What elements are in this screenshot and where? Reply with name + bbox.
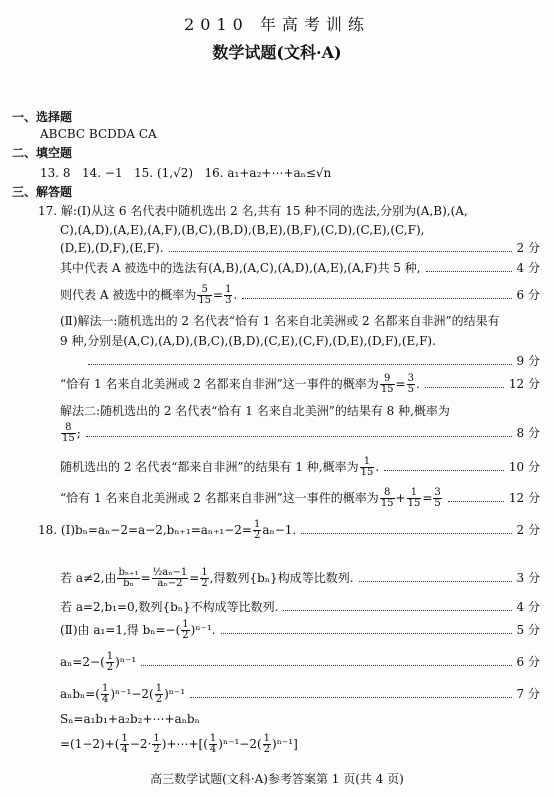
q17-line-8 xyxy=(60,353,540,369)
score: 9 分 xyxy=(516,354,540,368)
section-heading-choice: 一、选择题 xyxy=(12,110,73,124)
score: 4 分 xyxy=(516,261,540,275)
q17-line-7: 9 种,分别是(A,C),(A,D),(B,C),(B,D),(C,E),(C,F),(D,E),(D,F),(E,F). xyxy=(60,334,436,348)
page-footer: 高三数学试题(文科·A)参考答案第 1 页(共 4 页) xyxy=(150,772,404,786)
q17-line-1: 17. 解:(Ⅰ)从这 6 名代表中随机选出 2 名,共有 15 种不同的选法,分别为(A,B),(A, xyxy=(38,204,468,218)
q17-line-6: (Ⅱ)解法一:随机选出的 2 名代表“恰有 1 名来自北美洲或 2 名都来自非洲”的结果有 xyxy=(60,314,500,328)
score: 6 分 xyxy=(516,288,540,302)
q18-line-5: aₙ=2−( $\frac{1}{2}$ )ⁿ⁻¹ 6 分 xyxy=(60,650,540,673)
answer-15: 15. (1,√2) xyxy=(134,166,194,180)
score: 3 分 xyxy=(516,571,540,585)
score: 12 分 xyxy=(508,377,540,391)
q17-line-13: “恰有 1 名来自北美洲或 2 名都来自非洲”这一事件的概率为 $\frac{8}{15}$ + $\frac{1}{15}$ = $\frac{3}{5}$ 12 分 xyxy=(60,486,540,509)
answer-16: 16. a₁+a₂+⋯+aₙ≤√n xyxy=(204,166,332,180)
q17-line-3: (D,E),(D,F),(E,F). 2 分 xyxy=(60,241,540,255)
q17-line-2: C),(A,D),(A,E),(A,F),(B,C),(B,D),(B,E),(B,F),(C,D),(C,E),(C,F), xyxy=(60,223,425,237)
q17-line-9: “恰有 1 名来自北美洲或 2 名都来自非洲”这一事件的概率为 $\frac{9}{15}$ = $\frac{3}{5}$ . 12 分 xyxy=(60,372,540,395)
q17-line-10: 解法二:随机选出的 2 名代表“恰有 1 名来自北美洲”的结果有 8 种,概率为 xyxy=(60,404,450,418)
q17-line-11: $\frac{8}{15}$ ; 8 分 xyxy=(62,421,540,444)
section-heading-fill: 二、填空题 xyxy=(12,146,73,160)
answer-14: 14. −1 xyxy=(82,166,123,180)
q18-line-3: 若 a=2,b₁=0,数列{bₙ}不构成等比数列. 4 分 xyxy=(60,600,540,614)
score: 2 分 xyxy=(516,523,540,537)
q17-line-5: 则代表 A 被选中的概率为 $\frac{5}{15}$ = $\frac{1}{3}$ . 6 分 xyxy=(60,283,540,306)
score: 4 分 xyxy=(516,600,540,614)
q17-line-4: 其中代表 A 被选中的选法有(A,B),(A,C),(A,D),(A,E),(A,F)共 5 种, 4 分 xyxy=(60,261,540,275)
score: 8 分 xyxy=(516,426,540,440)
page-title: 2010 年高考训练 xyxy=(184,15,370,34)
q18-line-2: 若 a≠2,由 $\frac{\text{bₙ₊₁}}{\text{bₙ}}$ = $\frac{\text{½aₙ−1}}{\text{aₙ−2}}$ = $\frac{1}{2}$ ,得数列{bₙ}构成等比数列. 3 分 xyxy=(60,566,540,589)
q18-line-7: Sₙ=a₁b₁+a₂b₂+⋯+aₙbₙ xyxy=(60,712,200,726)
fill-answers xyxy=(40,166,331,180)
q18-line-8: =(1−2)+( $\frac{1}{4}$ −2· $\frac{1}{2}$ )+⋯+[( $\frac{1}{4}$ )ⁿ⁻¹−2( $\frac{1}{2}$ )ⁿ⁻¹] xyxy=(60,733,298,755)
q18-line-6: aₙbₙ=( $\frac{1}{4}$ )ⁿ⁻¹−2( $\frac{1}{2}$ )ⁿ⁻¹ 7 分 xyxy=(60,682,540,705)
score: 10 分 xyxy=(508,460,540,474)
score: 7 分 xyxy=(516,687,540,701)
score: 2 分 xyxy=(516,241,540,255)
page-subtitle: 数学试题(文科·A) xyxy=(212,43,342,62)
q17-line-12: 随机选出的 2 名代表“都来自非洲”的结果有 1 种,概率为 $\frac{1}{15}$ . 10 分 xyxy=(60,455,540,478)
choice-answers: ABCBC BCDDA CA xyxy=(40,127,157,141)
q18-line-1: 18. (Ⅰ)bₙ=aₙ−2=a−2,bₙ₊₁=aₙ₊₁−2= $\frac{1}{2}$ aₙ−1. 2 分 xyxy=(38,518,540,541)
score: 6 分 xyxy=(516,655,540,669)
score: 5 分 xyxy=(516,623,540,637)
score: 12 分 xyxy=(508,491,540,505)
q18-line-4: (Ⅱ)由 a₁=1,得 bₙ=−( $\frac{1}{2}$ )ⁿ⁻¹. 5 分 xyxy=(60,618,540,641)
answer-13: 13. 8 xyxy=(40,166,71,180)
section-heading-solutions: 三、解答题 xyxy=(12,185,73,199)
